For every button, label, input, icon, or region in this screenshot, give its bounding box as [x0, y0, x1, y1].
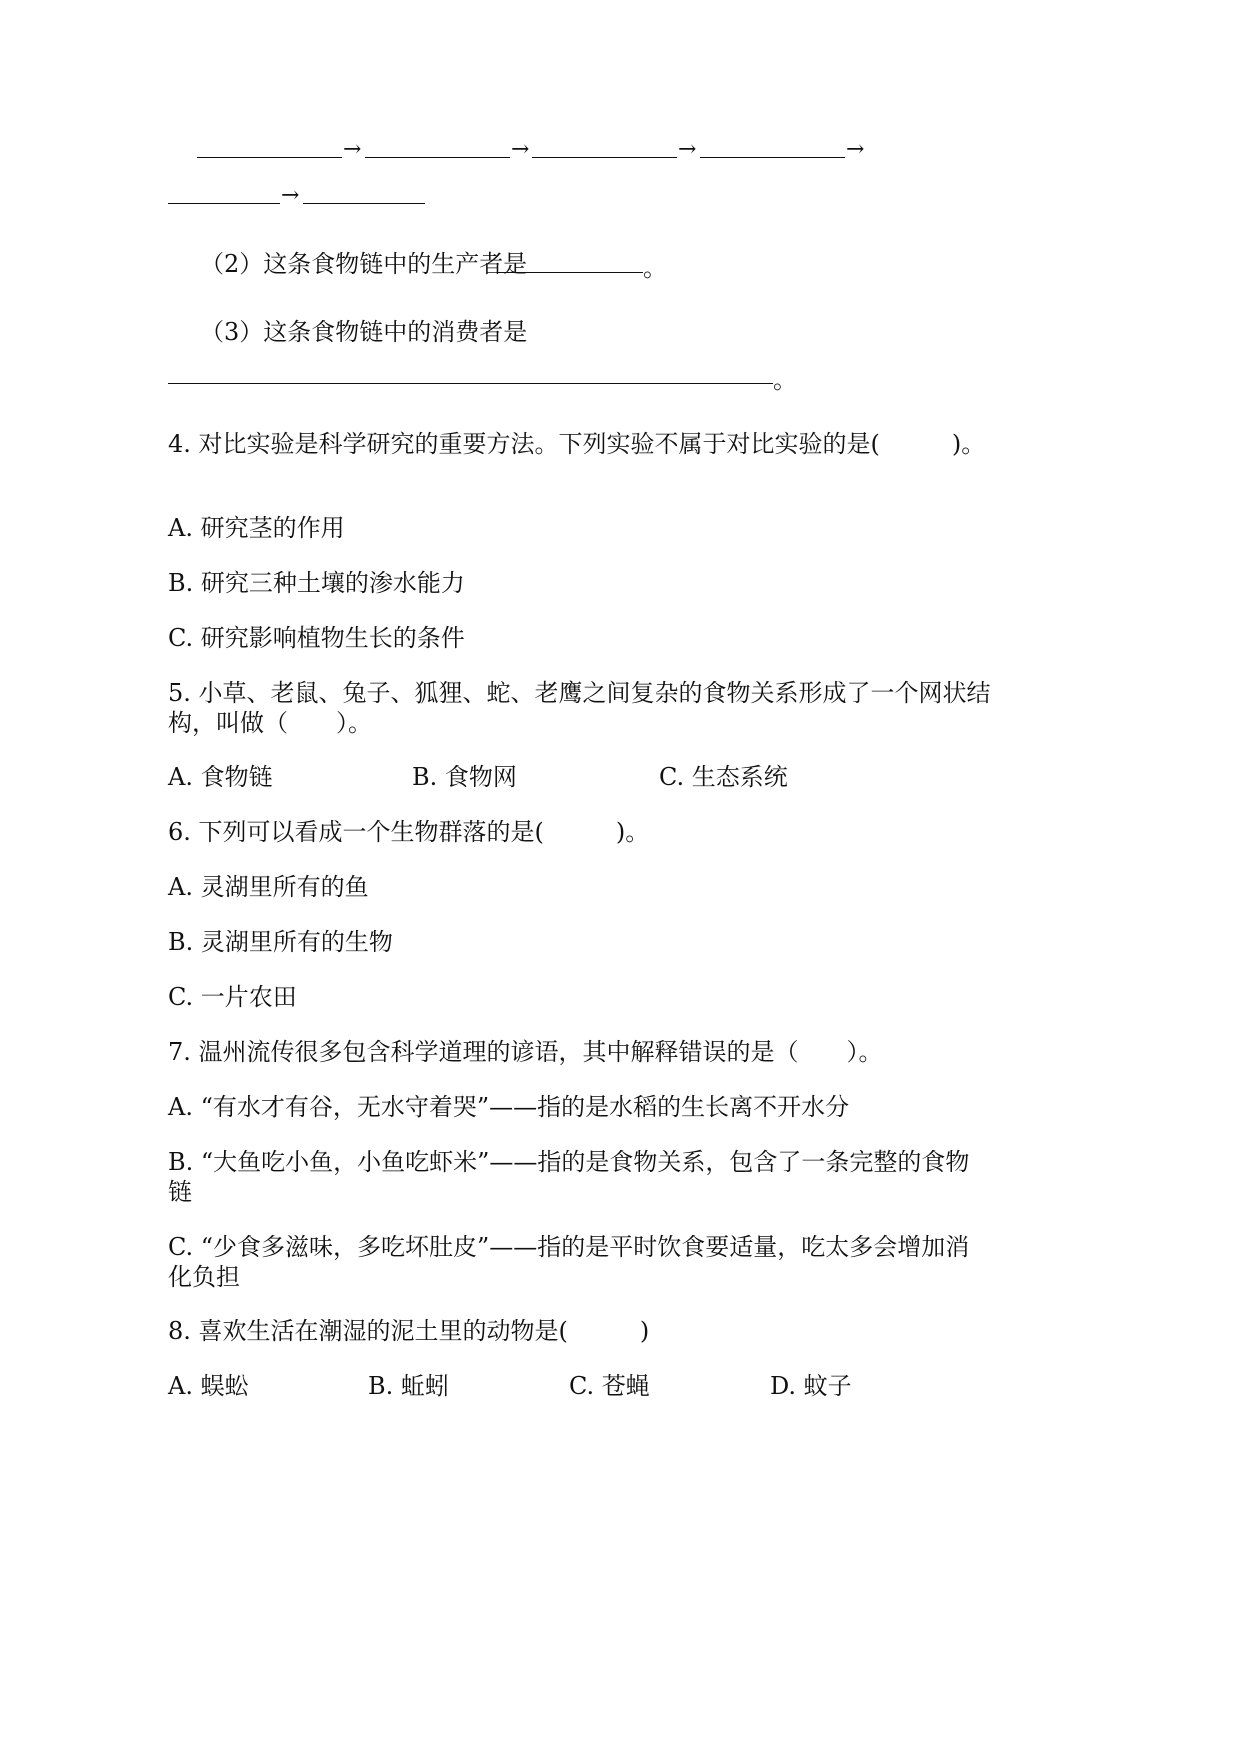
chain-arrow-4: → — [846, 137, 865, 162]
q3-sub3-text: （3）这条食物链中的消费者是 — [200, 318, 528, 346]
chain-arrow-5: → — [281, 183, 300, 208]
q8-stem: 8. 喜欢生活在潮湿的泥土里的动物是( ) — [168, 1317, 650, 1345]
q3-sub2-text: （2）这条食物链中的生产者是 — [200, 250, 528, 278]
q6-stem: 6. 下列可以看成一个生物群落的是( )。 — [168, 818, 650, 846]
chain-arrow-2: → — [511, 137, 530, 162]
q7-option-c-line1[interactable]: C. “少食多滋味，多吃坏肚皮”——指的是平时饮食要适量，吃太多会增加消 — [168, 1233, 970, 1261]
q7-option-c-line2[interactable]: 化负担 — [168, 1263, 240, 1291]
chain-blank-1[interactable] — [197, 157, 342, 158]
q4-option-a[interactable]: A. 研究茎的作用 — [168, 514, 345, 542]
q5-stem-line1: 5. 小草、老鼠、兔子、狐狸、蛇、老鹰之间复杂的食物关系形成了一个网状结 — [168, 679, 991, 707]
q4-option-c[interactable]: C. 研究影响植物生长的条件 — [168, 624, 465, 652]
q8-option-a[interactable]: A. 蜈蚣 — [168, 1372, 249, 1400]
q6-option-b[interactable]: B. 灵湖里所有的生物 — [168, 928, 393, 956]
q8-option-b[interactable]: B. 蚯蚓 — [368, 1372, 449, 1400]
q6-option-c[interactable]: C. 一片农田 — [168, 983, 297, 1011]
chain-blank-3[interactable] — [532, 157, 677, 158]
q4-option-b[interactable]: B. 研究三种土壤的渗水能力 — [168, 569, 465, 597]
chain-blank-2[interactable] — [365, 157, 510, 158]
chain-blank-4[interactable] — [700, 157, 845, 158]
q7-option-a[interactable]: A. “有水才有谷，无水守着哭”——指的是水稻的生长离不开水分 — [168, 1093, 850, 1121]
q7-option-b-line2[interactable]: 链 — [168, 1178, 192, 1206]
q5-option-b[interactable]: B. 食物网 — [412, 763, 517, 791]
q3-sub2-end: 。 — [643, 254, 667, 282]
q3-sub3-blank[interactable] — [168, 383, 773, 384]
q8-option-d[interactable]: D. 蚊子 — [770, 1372, 852, 1400]
q3-sub2-blank[interactable] — [498, 272, 643, 273]
chain-arrow-3: → — [678, 137, 697, 162]
q3-sub3-end: 。 — [773, 366, 797, 394]
q5-stem-line2: 构，叫做（ ）。 — [168, 709, 372, 737]
chain-arrow-1: → — [343, 137, 362, 162]
q8-option-c[interactable]: C. 苍蝇 — [569, 1372, 650, 1400]
q6-option-a[interactable]: A. 灵湖里所有的鱼 — [168, 873, 369, 901]
q4-stem: 4. 对比实验是科学研究的重要方法。下列实验不属于对比实验的是( )。 — [168, 430, 986, 458]
q5-option-a[interactable]: A. 食物链 — [168, 763, 273, 791]
q7-option-b-line1[interactable]: B. “大鱼吃小鱼，小鱼吃虾米”——指的是食物关系，包含了一条完整的食物 — [168, 1148, 970, 1176]
chain-blank-6[interactable] — [303, 203, 425, 204]
chain-blank-5[interactable] — [168, 203, 280, 204]
q5-option-c[interactable]: C. 生态系统 — [659, 763, 788, 791]
q7-stem: 7. 温州流传很多包含科学道理的谚语，其中解释错误的是（ ）。 — [168, 1038, 883, 1066]
